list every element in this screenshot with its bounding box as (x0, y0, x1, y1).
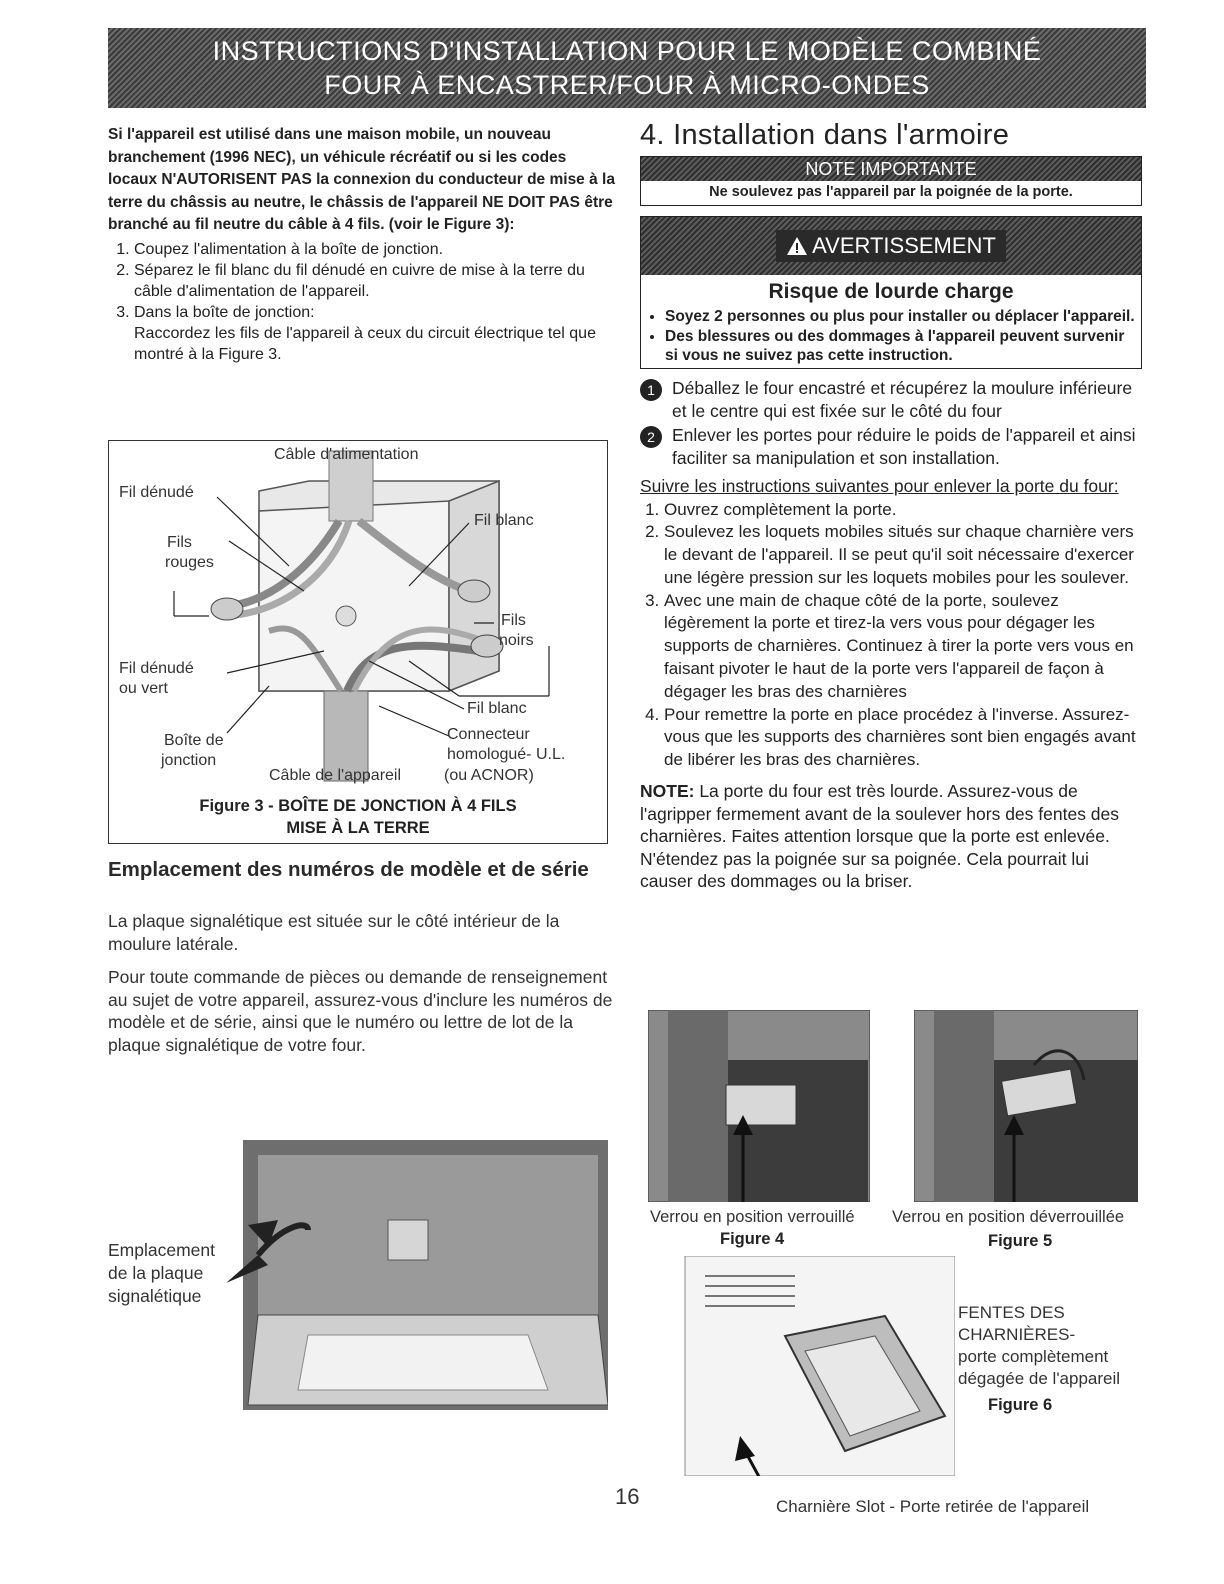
page-number: 16 (615, 1484, 640, 1509)
fig6-label-1: FENTES DES (958, 1303, 1065, 1322)
step-number-1: 1 (640, 379, 662, 401)
numbered-steps (640, 377, 1146, 471)
figure-3-caption-2: MISE À LA TERRE (286, 819, 430, 837)
door-step-3: 3. Avec une main de chaque côté de la porte, soulevez légèrement la porte et tirez-la vers vous pour dégager les supports de charnières. Continuez à tirer la porte vers vous en faisant pivoter le haut de la porte vers l'appareil de façon à dégager les bras des charnières (664, 590, 1146, 704)
figure-4-label: Verrou en position verrouillé (650, 1208, 855, 1226)
label-fil-blanc-top: Fil blanc (474, 512, 534, 529)
label-fil-denude-vert-2: ou vert (119, 680, 168, 697)
risk-item-2: • Des blessures ou des dommages à l'appareil peuvent survenir si vous ne suivez pas cette instruction. (665, 327, 1135, 366)
figure-3-junction-box (108, 440, 608, 844)
step-number-2: 2 (640, 426, 662, 448)
door-removal-heading: Suivre les instructions suivantes pour enlever la porte du four: (640, 475, 1119, 496)
step-3-text: Dans la boîte de jonction: (134, 303, 315, 321)
risk-list (641, 307, 1141, 368)
label-fils-noirs-1: Fils (501, 612, 526, 629)
junction-steps (108, 239, 616, 365)
figure-3-caption (109, 795, 607, 839)
warning-title: AVERTISSEMENT (812, 233, 996, 258)
important-note-text: Ne soulevez pas l'appareil par la poignée de la porte. (709, 184, 1073, 200)
figure-5-title: Figure 5 (988, 1232, 1053, 1250)
step-3 (134, 302, 616, 365)
section-title-installation: 4. Installation dans l'armoire (640, 119, 1010, 151)
label-cable-appareil: Câble de l'appareil (269, 767, 402, 784)
important-note-title: NOTE IMPORTANTE (641, 157, 1141, 181)
step-2: 2. Séparez le fil blanc du fil dénudé en cuivre de mise à la terre du câble d'alimentation de l'appareil. (134, 260, 616, 302)
numbered-step-1 (640, 377, 1146, 424)
label-fil-denude-vert-1: Fil dénudé (119, 660, 194, 677)
warning-box (640, 216, 1142, 369)
right-column (640, 118, 1146, 893)
plate-location-para: La plaque signalétique est située sur le côté intérieur de la moulure latérale. (108, 911, 560, 954)
label-fils-rouges-1: Fils (167, 534, 192, 551)
label-fil-blanc-bottom: Fil blanc (467, 700, 527, 717)
mobile-home-intro: Si l'appareil est utilisé dans une maison mobile, un nouveau branchement (1996 NEC), un véhicule récréatif ou si les codes locaux N'AUTORISENT PAS la connexion du conducteur de mise à la terre du châssis au neutre, le châssis de l'appareil NE DOIT PAS être branché au fil neutre du câble à 4 fils. (voir le Figure 3): (108, 126, 615, 233)
label-acnor: (ou ACNOR) (444, 767, 534, 784)
fig6-label-2: CHARNIÈRES- (958, 1325, 1076, 1344)
header-line-1: INSTRUCTIONS D'INSTALLATION POUR LE MODÈLE COMBINÉ (212, 36, 1042, 66)
hinge-unlocked-illustration (914, 1010, 1138, 1202)
label-connecteur-1: Connecteur (447, 726, 530, 743)
figure-4-title: Figure 4 (720, 1230, 785, 1248)
plate-label-2: de la plaque (108, 1263, 204, 1283)
label-fil-denude: Fil dénudé (119, 484, 194, 501)
door-step-4: 4. Pour remettre la porte en place procédez à l'inverse. Assurez-vous que les supports des charnières sont bien engagés avant de libérer les bras des charnières. (664, 704, 1146, 772)
step-3-sub: Raccordez les fils de l'appareil à ceux du circuit électrique tel que montré à la Figure 3. (134, 324, 596, 363)
page-header-banner (108, 28, 1146, 108)
fig6-bottom-label: Charnière Slot - Porte retirée de l'appareil (776, 1497, 1090, 1516)
warning-triangle-icon (786, 236, 808, 256)
left-column (108, 124, 616, 365)
door-removal-steps (640, 499, 1146, 773)
fig6-label-3: porte complètement (958, 1347, 1109, 1366)
header-line-2: FOUR À ENCASTRER/FOUR À MICRO-ONDES (324, 70, 930, 100)
serial-plate-photo (108, 1135, 608, 1415)
label-fils-noirs-2: noirs (499, 632, 534, 649)
figure-3-caption-1: Figure 3 - BOÎTE DE JONCTION À 4 FILS (199, 797, 517, 815)
door-step-2: 2. Soulevez les loquets mobiles situés sur chaque charnière vers le devant de l'appareil. Il se peut qu'il soit nécessaire d'exercer une légère pression sur les loquets mobiles pour les soulever. (664, 521, 1146, 589)
door-removed-illustration (655, 1256, 955, 1476)
plate-label-3: signalétique (108, 1286, 202, 1306)
step-1: 1. Coupez l'alimentation à la boîte de jonction. (134, 239, 616, 260)
door-note-body: La porte du four est très lourde. Assurez-vous de l'agripper fermement avant de la soulever hors des fentes des charnières. Faites attention lorsque que la porte est enlevée. N'étendez pas la poignée sur sa poignée. Cela pourrait lui causer des dommages ou la briser. (640, 781, 1120, 892)
door-step-1: 1. Ouvrez complètement la porte. (664, 499, 1146, 522)
label-cable-alimentation: Câble d'alimentation (274, 446, 419, 463)
fig6-label-4: dégagée de l'appareil (958, 1369, 1121, 1388)
risk-title: Risque de lourde charge (768, 280, 1014, 303)
door-note (640, 780, 1146, 893)
figure-5-label: Verrou en position déverrouillée (892, 1208, 1125, 1226)
warning-title-badge (776, 230, 1006, 262)
label-boite-2: jonction (161, 752, 217, 769)
label-connecteur-2: homologué- U.L. (447, 746, 566, 763)
label-fils-rouges-2: rouges (165, 554, 214, 571)
figure-4-photo (648, 1010, 870, 1202)
warning-header (641, 217, 1141, 275)
numbered-step-1-text: Déballez le four encastré et récupérez la moulure inférieure et le centre qui est fixée sur le côté du four (672, 377, 1133, 421)
label-boite-1: Boîte de (164, 732, 224, 749)
figure-5-photo (914, 1010, 1138, 1202)
hinge-locked-illustration (648, 1010, 870, 1202)
model-serial-heading: Emplacement des numéros de modèle et de série (108, 858, 589, 881)
parts-order-para: Pour toute commande de pièces ou demande de renseignement au sujet de votre appareil, assurez-vous d'inclure les numéros de modèle et de série, ainsi que le numéro ou lettre de lot de la plaque signalétique de votre four. (108, 967, 613, 1055)
important-note-box (640, 156, 1142, 206)
numbered-step-2-text: Enlever les portes pour réduire le poids de l'appareil et ainsi faciliter sa manipulation et son installation. (672, 424, 1136, 468)
figure-6-title: Figure 6 (988, 1396, 1053, 1414)
figure-6-photo (655, 1256, 955, 1476)
numbered-step-2 (640, 424, 1146, 471)
risk-item-1: • Soyez 2 personnes ou plus pour installer ou déplacer l'appareil. (665, 307, 1135, 327)
door-note-label: NOTE: (640, 781, 695, 802)
plate-label-1: Emplacement (108, 1240, 215, 1260)
